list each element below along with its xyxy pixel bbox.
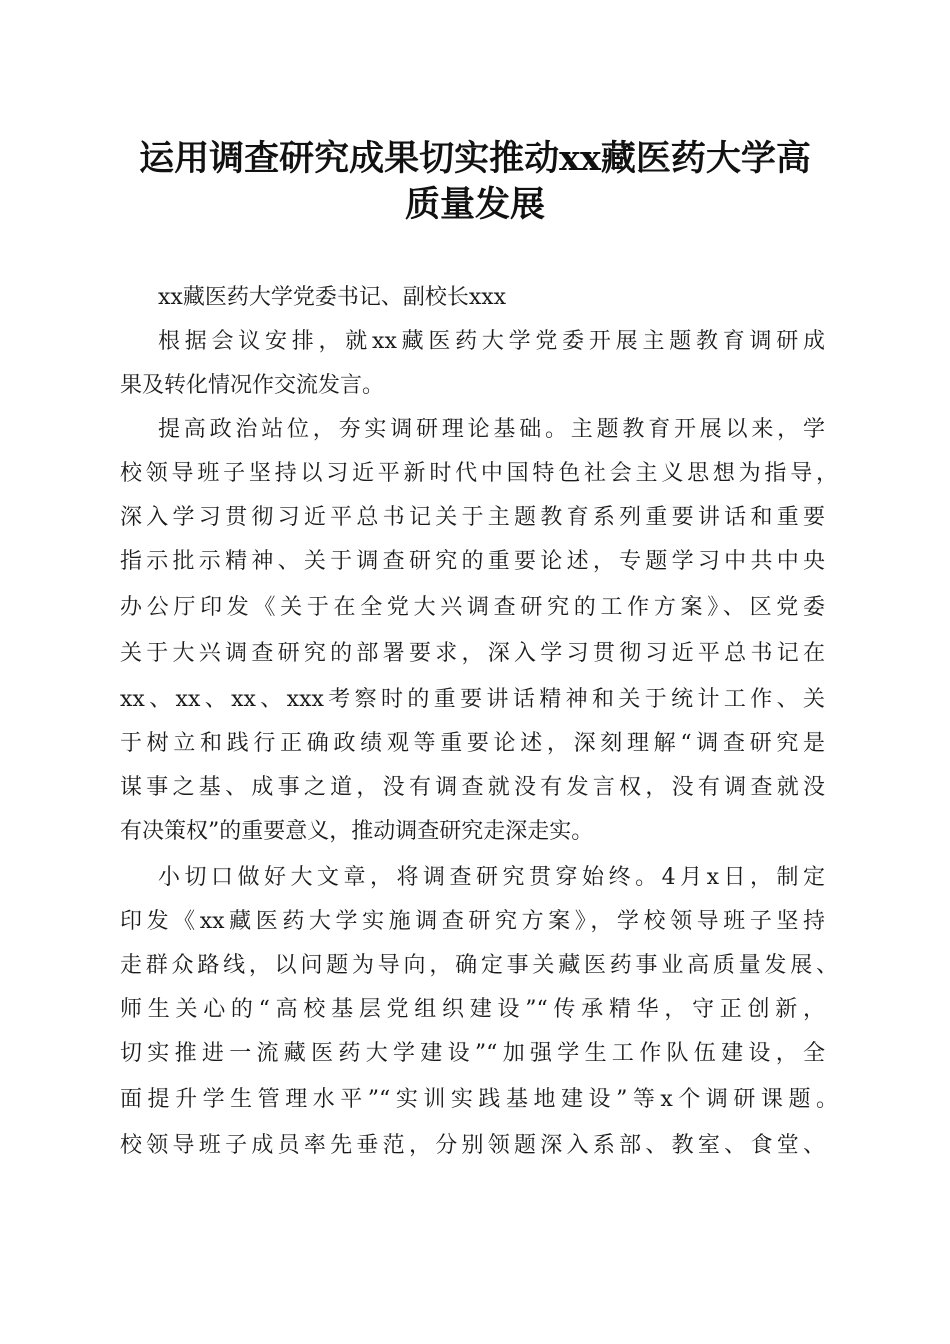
paragraph-line: 小切口做好大文章，将调查研究贯穿始终。4月x日，制定	[158, 865, 825, 890]
paragraph-line: 走群众路线，以问题为导向，确定事关藏医药事业高质量发展、	[120, 953, 838, 978]
document-title-line-2: 质量发展	[404, 184, 545, 225]
paragraph-line: 谋事之基、成事之道，没有调查就没有发言权，没有调查就没	[120, 775, 825, 800]
document-title-line-1: 运用调查研究成果切实推动xx藏医药大学高	[139, 138, 811, 179]
paragraph-line: 有决策权”的重要意义，推动调查研究走深走实。	[120, 819, 594, 844]
paragraph-line: 办公厅印发《关于在全党大兴调查研究的工作方案》、区党委	[120, 595, 825, 620]
byline: xx藏医药大学党委书记、副校长xxx	[158, 285, 507, 310]
paragraph-line: 提高政治站位，夯实调研理论基础。主题教育开展以来，学	[158, 417, 825, 442]
paragraph-line: 切实推进一流藏医药大学建设”“加强学生工作队伍建设，全	[120, 1041, 825, 1066]
paragraph-line: 于树立和践行正确政绩观等重要论述，深刻理解“调查研究是	[120, 731, 825, 756]
paragraph-line: 师生关心的“高校基层党组织建设”“传承精华，守正创新，	[120, 997, 825, 1022]
paragraph-line: 根据会议安排，就xx藏医药大学党委开展主题教育调研成	[158, 329, 825, 354]
paragraph-line: 校领导班子坚持以习近平新时代中国特色社会主义思想为指导，	[120, 461, 838, 486]
paragraph-line: 指示批示精神、关于调查研究的重要论述，专题学习中共中央	[120, 549, 825, 574]
paragraph-line: 校领导班子成员率先垂范，分别领题深入系部、教室、食堂、	[120, 1133, 825, 1158]
paragraph-line: 深入学习贯彻习近平总书记关于主题教育系列重要讲话和重要	[120, 505, 825, 530]
paragraph-line: 果及转化情况作交流发言。	[120, 373, 385, 398]
paragraph-line: xx、xx、xx、xxx考察时的重要讲话精神和关于统计工作、关	[120, 687, 825, 712]
paragraph-line: 关于大兴调查研究的部署要求，深入学习贯彻习近平总书记在	[120, 641, 825, 666]
paragraph-line: 面提升学生管理水平”“实训实践基地建设”等x个调研课题。	[120, 1087, 838, 1112]
paragraph-line: 印发《xx藏医药大学实施调查研究方案》，学校领导班子坚持	[120, 909, 825, 934]
